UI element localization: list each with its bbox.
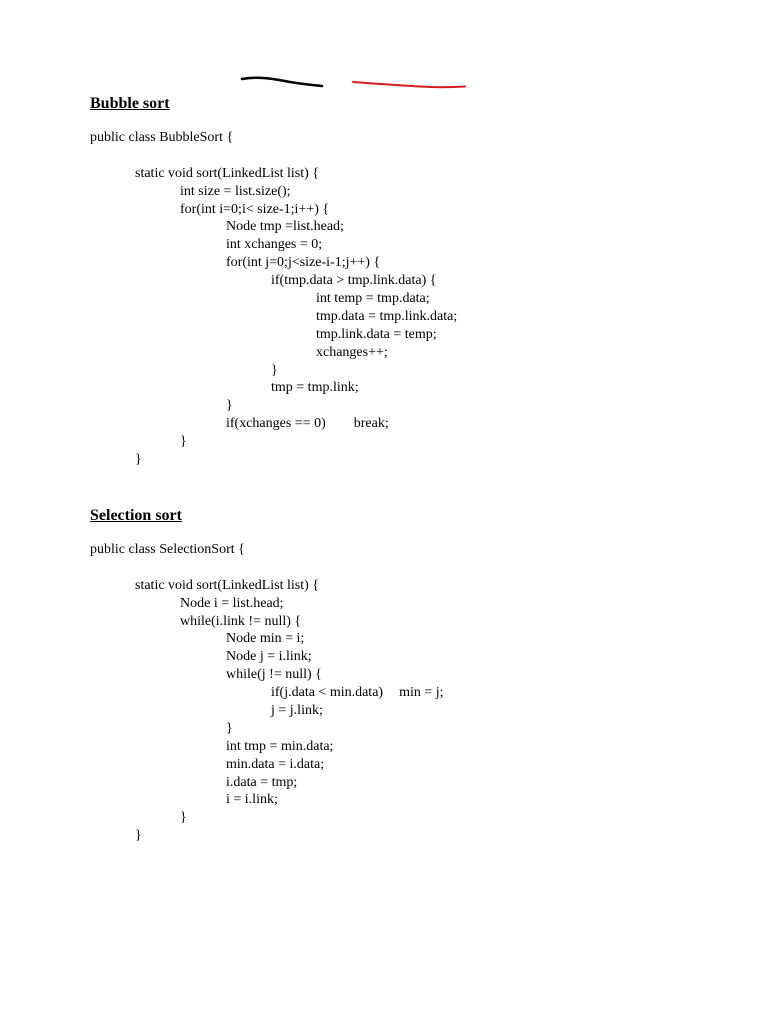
code-statement: for(int i=0;i< size-1;i++) { xyxy=(180,201,330,217)
black-pen-stroke xyxy=(242,78,322,86)
code-statement: if(j.data < min.data) xyxy=(271,685,384,701)
code-line xyxy=(90,236,457,254)
code-line xyxy=(90,595,444,613)
selection-sort-heading: Selection sort xyxy=(90,507,182,524)
code-line xyxy=(90,326,457,344)
code-line xyxy=(90,272,457,290)
code-statement: while(j != null) { xyxy=(226,667,322,683)
code-line xyxy=(90,379,457,397)
code-statement: Node min = i; xyxy=(226,631,305,647)
blank-line xyxy=(90,147,457,165)
code-line xyxy=(90,809,444,827)
code-line xyxy=(90,344,457,362)
code-line xyxy=(90,415,457,433)
code-statement: int size = list.size(); xyxy=(180,183,291,199)
code-statement: } xyxy=(180,434,187,450)
code-statement: j = j.link; xyxy=(271,703,323,719)
code-statement: while(i.link != null) { xyxy=(180,613,302,629)
code-line xyxy=(90,362,457,380)
code-line xyxy=(90,201,457,219)
red-pen-stroke xyxy=(353,82,465,87)
code-line xyxy=(90,397,457,415)
code-statement: int tmp = min.data; xyxy=(226,738,334,754)
code-statement: for(int j=0;j<size-i-1;j++) { xyxy=(226,255,381,271)
code-line xyxy=(90,308,457,326)
code-line xyxy=(90,756,444,774)
bubble-sort-heading: Bubble sort xyxy=(90,95,170,112)
code-line xyxy=(90,666,444,684)
code-statement: int xchanges = 0; xyxy=(226,237,323,253)
code-line xyxy=(90,648,444,666)
code-statement: } xyxy=(226,398,233,414)
code-line xyxy=(90,577,444,595)
bubble-code-lines xyxy=(90,165,457,469)
code-statement: if(xchanges == 0) xyxy=(226,416,326,432)
selection-sort-code xyxy=(90,541,444,845)
code-line xyxy=(90,791,444,809)
code-statement: tmp.link.data = temp; xyxy=(316,326,437,342)
selection-class-declaration: public class SelectionSort { xyxy=(90,542,245,557)
code-statement: } xyxy=(271,362,278,378)
code-statement: tmp.data = tmp.link.data; xyxy=(316,308,458,324)
code-line xyxy=(90,720,444,738)
code-statement-tail: break; xyxy=(353,416,389,432)
code-statement: xchanges++; xyxy=(316,344,388,360)
code-statement: static void sort(LinkedList list) { xyxy=(135,577,320,593)
code-statement: } xyxy=(226,720,233,736)
code-line xyxy=(90,433,457,451)
code-statement: Node tmp =list.head; xyxy=(226,219,344,235)
selection-code-lines xyxy=(90,577,444,845)
code-statement: i.data = tmp; xyxy=(226,774,298,790)
code-statement: Node i = list.head; xyxy=(180,595,284,611)
code-statement: if(tmp.data > tmp.link.data) { xyxy=(271,273,437,289)
bubble-sort-code xyxy=(90,129,457,469)
code-line xyxy=(90,774,444,792)
code-line xyxy=(90,165,457,183)
code-line xyxy=(90,183,457,201)
code-statement: i = i.link; xyxy=(226,792,278,808)
code-statement: static void sort(LinkedList list) { xyxy=(135,165,320,181)
code-line xyxy=(90,702,444,720)
code-line xyxy=(90,451,457,469)
code-line xyxy=(90,684,444,702)
code-line xyxy=(90,630,444,648)
code-statement: } xyxy=(135,452,142,468)
code-line xyxy=(90,218,457,236)
bubble-class-declaration: public class BubbleSort { xyxy=(90,130,234,145)
code-statement: tmp = tmp.link; xyxy=(271,380,359,396)
code-statement: min.data = i.data; xyxy=(226,756,325,772)
code-line xyxy=(90,613,444,631)
code-statement-tail: min = j; xyxy=(399,685,444,701)
code-line xyxy=(90,290,457,308)
code-statement: } xyxy=(135,828,142,844)
code-line xyxy=(90,738,444,756)
code-line xyxy=(90,254,457,272)
code-line xyxy=(90,827,444,845)
code-statement: int temp = tmp.data; xyxy=(316,291,430,307)
code-statement: } xyxy=(180,810,187,826)
code-statement: Node j = i.link; xyxy=(226,649,312,665)
blank-line xyxy=(90,559,444,577)
